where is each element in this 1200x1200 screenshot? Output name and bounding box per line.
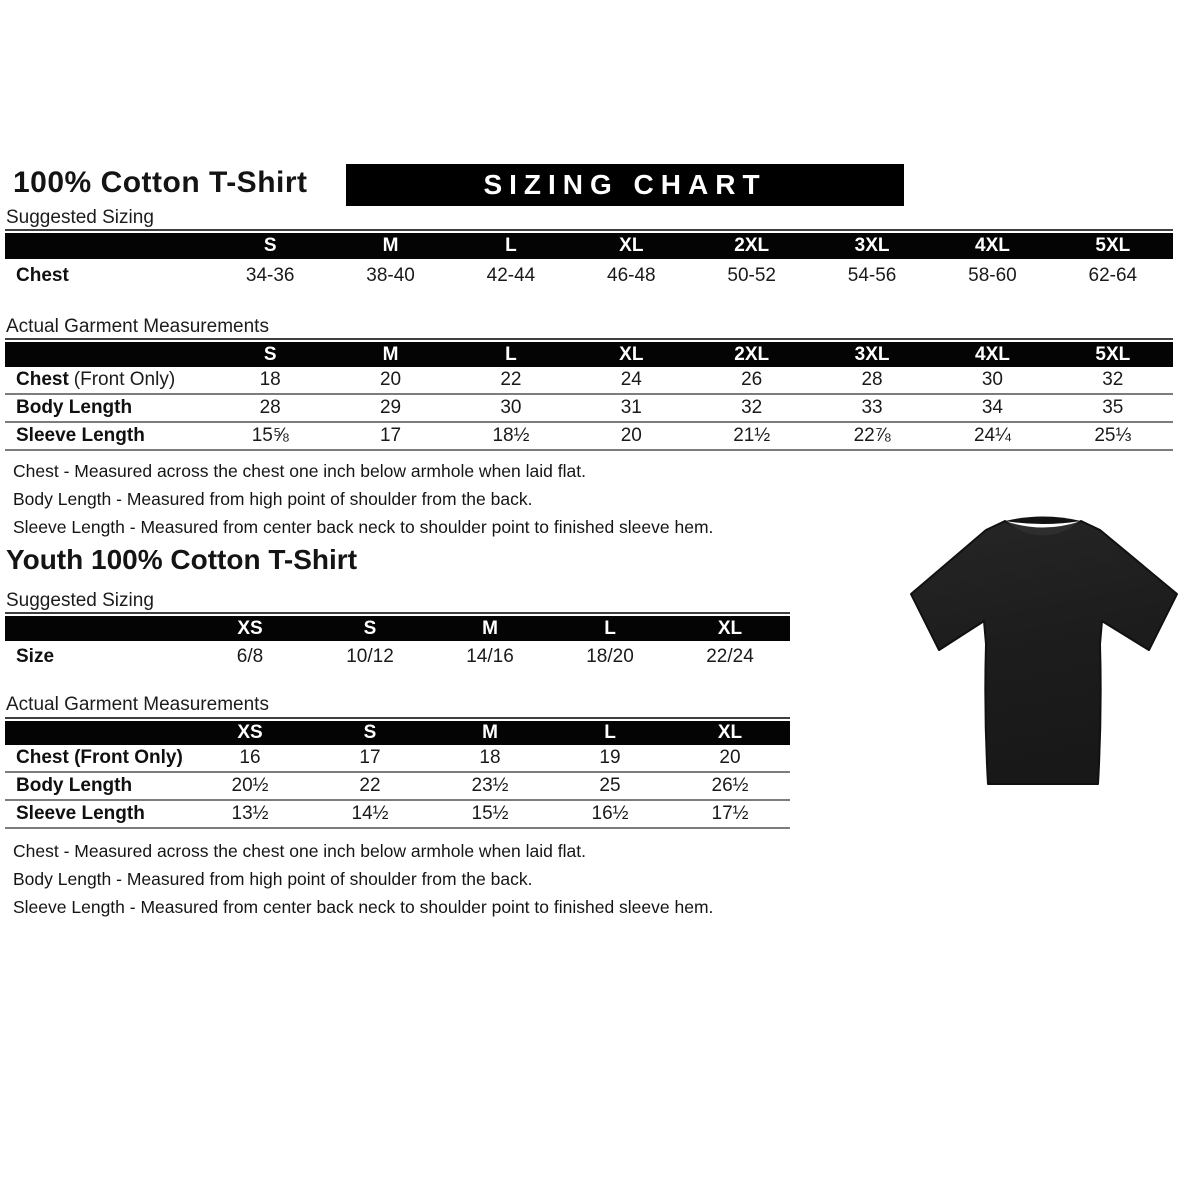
youth-actual-measurements-label: Actual Garment Measurements	[6, 694, 269, 715]
table-cell: 33	[861, 397, 883, 418]
youth-actual-measurements-table	[5, 721, 790, 829]
column-header: M	[382, 235, 399, 256]
adult-actual-measurements-table	[5, 342, 1173, 451]
table-cell: 18½	[492, 425, 530, 446]
column-header: S	[263, 235, 277, 256]
table-cell: 32	[741, 397, 763, 418]
table-cell: 20	[719, 747, 741, 768]
sizing-chart-banner: SIZING CHART	[346, 164, 904, 206]
table-cell: 17	[359, 747, 381, 768]
table-cell: 15½	[471, 803, 509, 824]
table-row-size	[5, 641, 790, 672]
table-cell: 22⅞	[853, 425, 891, 446]
table-cell: 58-60	[968, 264, 1017, 286]
youth-measurement-notes	[13, 841, 713, 925]
column-header: L	[505, 235, 517, 256]
table-cell: 18/20	[586, 645, 634, 667]
table-cell: 14½	[351, 803, 389, 824]
table-cell: 21½	[733, 425, 771, 446]
column-header: 4XL	[975, 235, 1010, 256]
column-header: 3XL	[854, 343, 890, 365]
adult-actual-measurements-label: Actual Garment Measurements	[6, 316, 269, 337]
table-header-row	[5, 616, 790, 641]
adult-suggested-sizing-table	[5, 233, 1173, 292]
table-cell: 28	[259, 397, 281, 418]
row-label: Body Length	[16, 397, 133, 418]
column-header: M	[482, 617, 498, 639]
table-cell: 24	[620, 369, 642, 390]
youth-section-title: Youth 100% Cotton T-Shirt	[6, 544, 358, 575]
table-cell: 17	[379, 425, 402, 446]
row-label: Chest (Front Only)	[16, 369, 176, 390]
column-header: M	[382, 343, 399, 365]
table-row-body-length	[5, 395, 1173, 423]
column-header: S	[363, 722, 377, 743]
table-row-chest	[5, 745, 790, 773]
column-header: L	[505, 343, 517, 365]
table-header-row	[5, 721, 790, 745]
table-cell: 54-56	[847, 264, 897, 286]
table-cell: 30	[500, 397, 522, 418]
page-title: 100% Cotton T-Shirt	[13, 166, 308, 199]
divider-line	[5, 229, 1173, 231]
note-sleeve-length: Sleeve Length - Measured from center back neck to shoulder point to finished sleeve hem.	[13, 897, 714, 917]
column-header: XS	[237, 722, 263, 743]
divider-line	[5, 338, 1173, 340]
note-chest: Chest - Measured across the chest one inch below armhole when laid flat.	[13, 841, 586, 861]
youth-suggested-sizing-label: Suggested Sizing	[6, 590, 154, 611]
column-header: XL	[717, 722, 743, 743]
table-cell: 18	[479, 747, 501, 768]
note-body-length: Body Length - Measured from high point of shoulder from the back.	[13, 489, 533, 509]
column-header: XL	[717, 617, 743, 639]
table-cell: 10/12	[346, 645, 394, 667]
table-cell: 26	[741, 369, 763, 390]
table-cell: 15⅝	[251, 425, 289, 446]
note-body-length: Body Length - Measured from high point of shoulder from the back.	[13, 869, 533, 889]
tshirt-product-image	[893, 494, 1193, 802]
column-header: S	[363, 617, 377, 639]
row-label: Chest	[16, 264, 69, 286]
row-label: Body Length	[16, 775, 133, 796]
table-cell: 29	[379, 397, 402, 418]
row-label: Sleeve Length	[16, 425, 145, 446]
table-cell: 28	[861, 369, 883, 390]
table-cell: 16½	[591, 803, 629, 824]
table-cell: 62-64	[1088, 264, 1138, 286]
column-header: 5XL	[1095, 343, 1131, 365]
row-label: Chest (Front Only)	[16, 747, 183, 768]
table-row-chest	[5, 367, 1173, 395]
table-cell: 23½	[471, 775, 509, 796]
column-header: XL	[619, 343, 644, 365]
table-cell: 25	[599, 775, 621, 796]
table-cell: 25⅓	[1094, 425, 1132, 446]
divider-line	[5, 612, 790, 614]
table-row-body-length	[5, 773, 790, 801]
column-header: XS	[237, 617, 263, 639]
table-cell: 20½	[231, 775, 269, 796]
table-cell: 35	[1102, 397, 1124, 418]
table-row-sleeve-length	[5, 801, 790, 829]
table-cell: 16	[239, 747, 261, 768]
table-cell: 46-48	[607, 264, 656, 286]
table-cell: 42-44	[486, 264, 536, 286]
table-cell: 31	[620, 397, 642, 418]
note-chest: Chest - Measured across the chest one inch below armhole when laid flat.	[13, 461, 586, 481]
table-cell: 32	[1102, 369, 1124, 390]
table-cell: 13½	[231, 803, 269, 824]
table-cell: 18	[259, 369, 281, 390]
table-cell: 30	[981, 369, 1003, 390]
table-cell: 20	[379, 369, 402, 390]
table-header-row	[5, 233, 1173, 259]
table-cell: 24¼	[973, 425, 1011, 446]
table-cell: 6/8	[236, 645, 264, 667]
column-header: 5XL	[1095, 235, 1131, 256]
table-cell: 22	[359, 775, 381, 796]
table-cell: 17½	[711, 803, 749, 824]
table-cell: 38-40	[366, 264, 415, 286]
black-tshirt-graphic	[893, 494, 1193, 802]
table-row-sleeve-length	[5, 423, 1173, 451]
table-row	[5, 259, 1173, 292]
youth-suggested-sizing-table	[5, 616, 790, 672]
column-header: L	[604, 722, 616, 743]
row-label: Sleeve Length	[16, 803, 145, 824]
column-header: M	[482, 722, 498, 743]
table-cell: 34-36	[245, 264, 295, 286]
adult-suggested-sizing-label: Suggested Sizing	[6, 207, 154, 228]
table-cell: 22/24	[706, 645, 754, 667]
table-header-row	[5, 342, 1173, 367]
column-header: 2XL	[734, 235, 770, 256]
table-cell: 34	[981, 397, 1003, 418]
column-header: 4XL	[975, 343, 1010, 365]
table-cell: 19	[599, 747, 621, 768]
column-header: S	[263, 343, 277, 365]
table-cell: 20	[620, 425, 642, 446]
column-header: L	[604, 617, 616, 639]
table-cell: 50-52	[727, 264, 776, 286]
column-header: 2XL	[734, 343, 770, 365]
note-sleeve-length: Sleeve Length - Measured from center back neck to shoulder point to finished sleeve hem.	[13, 517, 714, 537]
table-cell: 22	[500, 369, 522, 390]
table-cell: 14/16	[466, 645, 514, 667]
table-cell: 26½	[711, 775, 749, 796]
row-label: Size	[16, 645, 55, 667]
column-header: 3XL	[854, 235, 890, 256]
adult-measurement-notes	[13, 461, 713, 545]
column-header: XL	[619, 235, 644, 256]
divider-line	[5, 717, 790, 719]
